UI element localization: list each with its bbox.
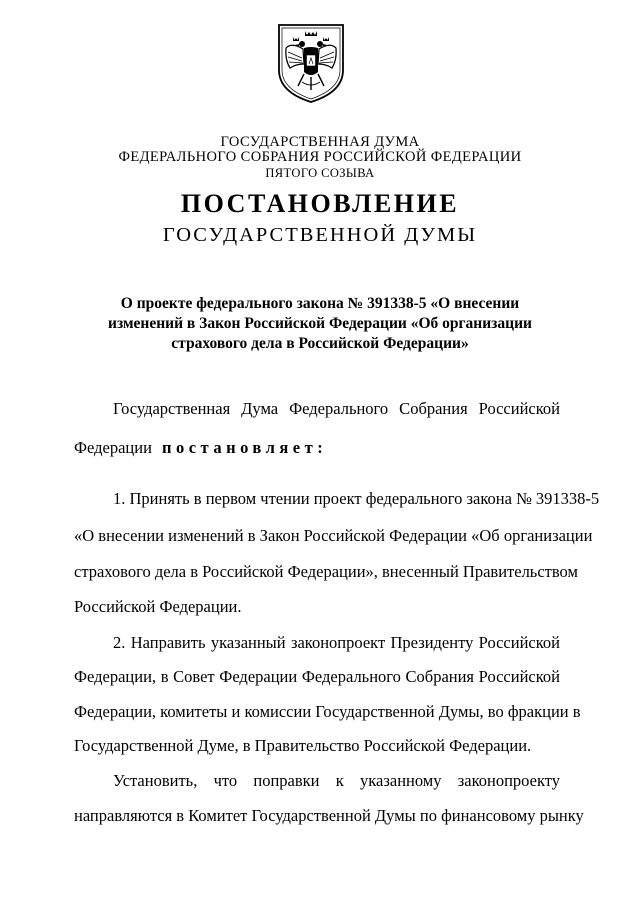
item2-line4: Государственной Думе, в Правительство Российской Федерации. [74, 736, 532, 755]
org-name-line1: ГОСУДАРСТВЕННАЯ ДУМА [220, 134, 420, 150]
convocation-line: ПЯТОГО СОЗЫВА [265, 166, 375, 180]
item1-line2: «О внесении изменений в Закон Российской Федерации «Об организации [74, 526, 593, 545]
item1-line4: Российской Федерации. [74, 597, 242, 616]
item2-line2: Федерации, в Совет Федерации Федерального Собрания Российской [74, 667, 560, 686]
coat-of-arms-icon [276, 22, 346, 104]
subject-line1: О проекте федерального закона № 391338-5 «О внесении [120, 295, 520, 312]
item2-line3: Федерации, комитеты и комиссии Государственной Думы, во фракции в [74, 702, 581, 721]
document-subtitle: ГОСУДАРСТВЕННОЙ ДУМЫ [162, 224, 478, 246]
subject-line3: страхового дела в Российской Федерации» [171, 335, 469, 352]
item1-line1: 1. Принять в первом чтении проект федерального закона № 391338-5 [113, 489, 600, 508]
resolves-word: постановляет: [161, 438, 328, 457]
preamble-word: Федерации [74, 438, 152, 457]
org-name-line2: ФЕДЕРАЛЬНОГО СОБРАНИЯ РОССИЙСКОЙ ФЕДЕРАЦИИ [118, 149, 522, 165]
item2-line1: 2. Направить указанный законопроект Президенту Российской [113, 633, 560, 652]
preamble-line1: Государственная Дума Федерального Собрания Российской [113, 399, 560, 418]
item2-line6: направляются в Комитет Государственной Думы по финансовому рынку [74, 806, 584, 825]
subject-line2: изменений в Закон Российской Федерации «Об организации [108, 315, 532, 332]
preamble-line2 [74, 438, 560, 458]
item2-line5: Установить, что поправки к указанному законопроекту [113, 771, 560, 790]
item1-line3: страхового дела в Российской Федерации», внесенный Правительством [74, 562, 578, 581]
document-title: ПОСТАНОВЛЕНИЕ [180, 189, 460, 218]
